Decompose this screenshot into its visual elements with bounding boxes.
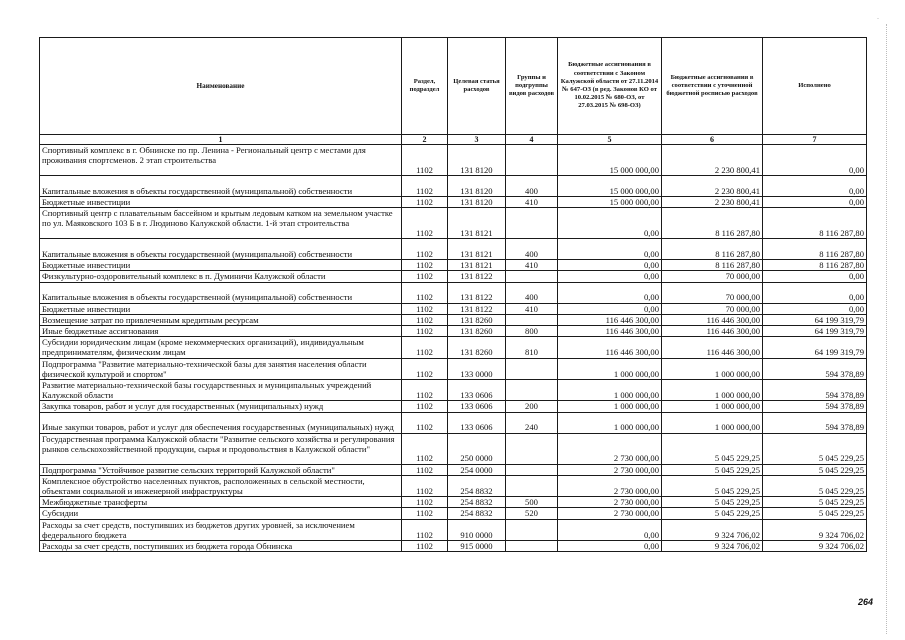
row-revised-amount: 5 045 229,25 xyxy=(662,497,763,508)
row-target: 254 8832 xyxy=(448,497,506,508)
table-row xyxy=(40,519,867,540)
table-row xyxy=(40,380,867,401)
row-law-amount: 1 000 000,00 xyxy=(558,380,662,401)
row-target: 131 8121 xyxy=(448,208,506,239)
row-group: 410 xyxy=(506,303,558,314)
row-section: 1102 xyxy=(402,412,448,433)
row-group: 410 xyxy=(506,197,558,208)
row-section: 1102 xyxy=(402,260,448,271)
row-law-amount: 0,00 xyxy=(558,271,662,282)
table-row xyxy=(40,176,867,197)
row-revised-amount: 1 000 000,00 xyxy=(662,380,763,401)
row-revised-amount: 5 045 229,25 xyxy=(662,433,763,464)
row-section: 1102 xyxy=(402,303,448,314)
page-number: 264 xyxy=(858,597,874,607)
row-target: 133 0000 xyxy=(448,358,506,379)
row-law-amount: 2 730 000,00 xyxy=(558,497,662,508)
row-executed-amount: 64 199 319,79 xyxy=(763,337,867,358)
row-section: 1102 xyxy=(402,433,448,464)
row-target: 131 8120 xyxy=(448,176,506,197)
table-row xyxy=(40,401,867,412)
row-target: 915 0000 xyxy=(448,541,506,552)
row-group xyxy=(506,475,558,496)
row-law-amount: 0,00 xyxy=(558,282,662,303)
row-group: 240 xyxy=(506,412,558,433)
table-row xyxy=(40,475,867,496)
row-executed-amount: 594 378,89 xyxy=(763,401,867,412)
row-revised-amount: 70 000,00 xyxy=(662,303,763,314)
row-name: Бюджетные инвестиции xyxy=(40,197,402,208)
header-section: Раздел, подраздел xyxy=(402,38,448,135)
row-name: Возмещение затрат по привлеченным кредитным ресурсам xyxy=(40,314,402,325)
row-law-amount: 116 446 300,00 xyxy=(558,326,662,337)
row-law-amount: 0,00 xyxy=(558,260,662,271)
row-target: 910 0000 xyxy=(448,519,506,540)
row-revised-amount: 116 446 300,00 xyxy=(662,314,763,325)
row-name: Развитие материально-технической базы государственных и муниципальных учреждений Калужской области xyxy=(40,380,402,401)
row-executed-amount: 0,00 xyxy=(763,145,867,176)
row-section: 1102 xyxy=(402,314,448,325)
row-section: 1102 xyxy=(402,282,448,303)
row-section: 1102 xyxy=(402,271,448,282)
col-number: 2 xyxy=(402,135,448,145)
row-name: Подпрограмма "Устойчивое развитие сельских территорий Калужской области" xyxy=(40,464,402,475)
row-group: 800 xyxy=(506,326,558,337)
row-group: 400 xyxy=(506,282,558,303)
row-section: 1102 xyxy=(402,176,448,197)
table-row xyxy=(40,303,867,314)
row-executed-amount: 594 378,89 xyxy=(763,380,867,401)
row-section: 1102 xyxy=(402,401,448,412)
page-edge-line xyxy=(886,24,888,634)
row-name: Спортивный комплекс в г. Обнинске по пр. Ленина - Региональный центр с местами для проживания спортсменов. 2 этап строительства xyxy=(40,145,402,176)
row-name: Капитальные вложения в объекты государственной (муниципальной) собственности xyxy=(40,239,402,260)
row-executed-amount: 9 324 706,02 xyxy=(763,541,867,552)
row-revised-amount: 5 045 229,25 xyxy=(662,475,763,496)
table-row xyxy=(40,508,867,519)
row-executed-amount: 5 045 229,25 xyxy=(763,433,867,464)
row-revised-amount: 2 230 800,41 xyxy=(662,176,763,197)
table-row xyxy=(40,260,867,271)
header-revised-assignments: Бюджетные ассигнования в соответствии с уточненной бюджетной росписью расходов xyxy=(662,38,763,135)
row-name: Бюджетные инвестиции xyxy=(40,303,402,314)
row-law-amount: 1 000 000,00 xyxy=(558,401,662,412)
col-number: 5 xyxy=(558,135,662,145)
row-revised-amount: 116 446 300,00 xyxy=(662,337,763,358)
row-group xyxy=(506,380,558,401)
row-name: Бюджетные инвестиции xyxy=(40,260,402,271)
row-name: Физкультурно-оздоровительный комплекс в п. Думиничи Калужской области xyxy=(40,271,402,282)
col-number: 4 xyxy=(506,135,558,145)
row-executed-amount: 8 116 287,80 xyxy=(763,239,867,260)
row-target: 131 8260 xyxy=(448,337,506,358)
row-group: 400 xyxy=(506,239,558,260)
table-header-row xyxy=(40,38,867,135)
row-section: 1102 xyxy=(402,337,448,358)
header-law-assignments: Бюджетные ассигнования в соответствии с Законом Калужской области от 27.11.2014 № 647-ОЗ (в ред. Законов КО от 10.02.2015 № 680-ОЗ, от 27.03.2015 № 698-ОЗ) xyxy=(558,38,662,135)
row-law-amount: 1 000 000,00 xyxy=(558,412,662,433)
row-group xyxy=(506,145,558,176)
row-name: Межбюджетные трансферты xyxy=(40,497,402,508)
row-executed-amount: 0,00 xyxy=(763,303,867,314)
row-law-amount: 2 730 000,00 xyxy=(558,464,662,475)
table-body xyxy=(40,145,867,552)
row-section: 1102 xyxy=(402,145,448,176)
table-row xyxy=(40,282,867,303)
row-revised-amount: 5 045 229,25 xyxy=(662,464,763,475)
row-executed-amount: 0,00 xyxy=(763,197,867,208)
row-revised-amount: 8 116 287,80 xyxy=(662,208,763,239)
row-target: 131 8121 xyxy=(448,239,506,260)
row-target: 131 8122 xyxy=(448,303,506,314)
col-number: 3 xyxy=(448,135,506,145)
row-name: Капитальные вложения в объекты государственной (муниципальной) собственности xyxy=(40,176,402,197)
row-law-amount: 15 000 000,00 xyxy=(558,176,662,197)
row-name: Иные бюджетные ассигнования xyxy=(40,326,402,337)
header-groups: Группы и подгруппы видов расходов xyxy=(506,38,558,135)
row-revised-amount: 1 000 000,00 xyxy=(662,412,763,433)
row-revised-amount: 2 230 800,41 xyxy=(662,145,763,176)
row-law-amount: 1 000 000,00 xyxy=(558,358,662,379)
row-law-amount: 116 446 300,00 xyxy=(558,314,662,325)
row-executed-amount: 64 199 319,79 xyxy=(763,314,867,325)
row-name: Расходы за счет средств, поступивших из бюджетов других уровней, за исключением федерального бюджета xyxy=(40,519,402,540)
row-target: 131 8120 xyxy=(448,197,506,208)
row-revised-amount: 1 000 000,00 xyxy=(662,358,763,379)
col-number: 6 xyxy=(662,135,763,145)
row-target: 131 8121 xyxy=(448,260,506,271)
row-group xyxy=(506,358,558,379)
row-name: Иные закупки товаров, работ и услуг для обеспечения государственных (муниципальных) нужд xyxy=(40,412,402,433)
row-section: 1102 xyxy=(402,497,448,508)
table-row xyxy=(40,197,867,208)
row-law-amount: 0,00 xyxy=(558,541,662,552)
row-group xyxy=(506,208,558,239)
table-row xyxy=(40,314,867,325)
row-group xyxy=(506,464,558,475)
row-section: 1102 xyxy=(402,208,448,239)
budget-table xyxy=(39,37,867,552)
row-executed-amount: 0,00 xyxy=(763,271,867,282)
row-law-amount: 2 730 000,00 xyxy=(558,433,662,464)
table-row xyxy=(40,239,867,260)
row-section: 1102 xyxy=(402,358,448,379)
row-target: 254 0000 xyxy=(448,464,506,475)
row-revised-amount: 70 000,00 xyxy=(662,271,763,282)
row-law-amount: 2 730 000,00 xyxy=(558,508,662,519)
row-law-amount: 0,00 xyxy=(558,208,662,239)
row-revised-amount: 8 116 287,80 xyxy=(662,260,763,271)
row-group xyxy=(506,271,558,282)
row-group: 500 xyxy=(506,497,558,508)
row-target: 133 0606 xyxy=(448,380,506,401)
row-target: 254 8832 xyxy=(448,475,506,496)
row-name: Расходы за счет средств, поступивших из бюджета города Обнинска xyxy=(40,541,402,552)
table-row xyxy=(40,337,867,358)
row-executed-amount: 594 378,89 xyxy=(763,412,867,433)
row-law-amount: 0,00 xyxy=(558,303,662,314)
row-target: 131 8122 xyxy=(448,271,506,282)
table-row xyxy=(40,326,867,337)
header-target: Целевая статья расходов xyxy=(448,38,506,135)
table-row xyxy=(40,358,867,379)
row-law-amount: 116 446 300,00 xyxy=(558,337,662,358)
row-name: Капитальные вложения в объекты государственной (муниципальной) собственности xyxy=(40,282,402,303)
row-executed-amount: 8 116 287,80 xyxy=(763,260,867,271)
row-group: 400 xyxy=(506,176,558,197)
table-row xyxy=(40,208,867,239)
row-executed-amount: 8 116 287,80 xyxy=(763,208,867,239)
row-revised-amount: 70 000,00 xyxy=(662,282,763,303)
row-revised-amount: 8 116 287,80 xyxy=(662,239,763,260)
row-revised-amount: 116 446 300,00 xyxy=(662,326,763,337)
row-name: Закупка товаров, работ и услуг для государственных (муниципальных) нужд xyxy=(40,401,402,412)
row-executed-amount: 5 045 229,25 xyxy=(763,508,867,519)
row-section: 1102 xyxy=(402,519,448,540)
table-row xyxy=(40,412,867,433)
row-executed-amount: 64 199 319,79 xyxy=(763,326,867,337)
row-revised-amount: 9 324 706,02 xyxy=(662,519,763,540)
table-row xyxy=(40,145,867,176)
header-executed: Исполнено xyxy=(763,38,867,135)
row-name: Субсидии юридическим лицам (кроме некоммерческих организаций), индивидуальным предпринимателям, физическим лицам xyxy=(40,337,402,358)
row-target: 250 0000 xyxy=(448,433,506,464)
row-executed-amount: 5 045 229,25 xyxy=(763,475,867,496)
row-executed-amount: 9 324 706,02 xyxy=(763,519,867,540)
header-name: Наименование xyxy=(40,38,402,135)
col-number: 1 xyxy=(40,135,402,145)
row-group: 200 xyxy=(506,401,558,412)
row-executed-amount: 594 378,89 xyxy=(763,358,867,379)
row-executed-amount: 5 045 229,25 xyxy=(763,464,867,475)
column-number-row xyxy=(40,135,867,145)
row-revised-amount: 5 045 229,25 xyxy=(662,508,763,519)
row-revised-amount: 1 000 000,00 xyxy=(662,401,763,412)
row-executed-amount: 0,00 xyxy=(763,282,867,303)
table-row xyxy=(40,271,867,282)
table-row xyxy=(40,497,867,508)
row-executed-amount: 0,00 xyxy=(763,176,867,197)
row-name: Субсидии xyxy=(40,508,402,519)
row-target: 254 8832 xyxy=(448,508,506,519)
scan-speck: · xyxy=(877,16,879,22)
col-number: 7 xyxy=(763,135,867,145)
row-law-amount: 15 000 000,00 xyxy=(558,145,662,176)
table-row xyxy=(40,541,867,552)
row-section: 1102 xyxy=(402,541,448,552)
row-target: 133 0606 xyxy=(448,412,506,433)
table-row xyxy=(40,433,867,464)
row-group xyxy=(506,541,558,552)
row-name: Подпрограмма "Развитие материально-технической базы для занятия населения области физической культурой и спортом" xyxy=(40,358,402,379)
row-name: Комплексное обустройство населенных пунктов, расположенных в сельской местности, объектами социальной и инженерной инфраструктуры xyxy=(40,475,402,496)
row-law-amount: 0,00 xyxy=(558,239,662,260)
row-group xyxy=(506,519,558,540)
row-group: 410 xyxy=(506,260,558,271)
row-group xyxy=(506,433,558,464)
row-name: Спортивный центр с плавательным бассейном и крытым ледовым катком на земельном участке по ул. Маяковского 103 Б в г. Людиново Калужской области. 1-й этап строительства xyxy=(40,208,402,239)
row-law-amount: 15 000 000,00 xyxy=(558,197,662,208)
row-law-amount: 0,00 xyxy=(558,519,662,540)
row-section: 1102 xyxy=(402,326,448,337)
row-group: 520 xyxy=(506,508,558,519)
row-section: 1102 xyxy=(402,464,448,475)
row-law-amount: 2 730 000,00 xyxy=(558,475,662,496)
row-section: 1102 xyxy=(402,380,448,401)
row-group xyxy=(506,314,558,325)
row-section: 1102 xyxy=(402,475,448,496)
row-section: 1102 xyxy=(402,239,448,260)
row-target: 131 8120 xyxy=(448,145,506,176)
row-target: 131 8260 xyxy=(448,314,506,325)
row-executed-amount: 5 045 229,25 xyxy=(763,497,867,508)
row-section: 1102 xyxy=(402,508,448,519)
row-target: 131 8122 xyxy=(448,282,506,303)
row-target: 131 8260 xyxy=(448,326,506,337)
row-target: 133 0606 xyxy=(448,401,506,412)
row-revised-amount: 9 324 706,02 xyxy=(662,541,763,552)
row-group: 810 xyxy=(506,337,558,358)
row-name: Государственная программа Калужской области "Развитие сельского хозяйства и регулирования рынков сельскохозяйственной продукции, сырья и продовольствия в Калужской области" xyxy=(40,433,402,464)
table-row xyxy=(40,464,867,475)
row-revised-amount: 2 230 800,41 xyxy=(662,197,763,208)
row-section: 1102 xyxy=(402,197,448,208)
